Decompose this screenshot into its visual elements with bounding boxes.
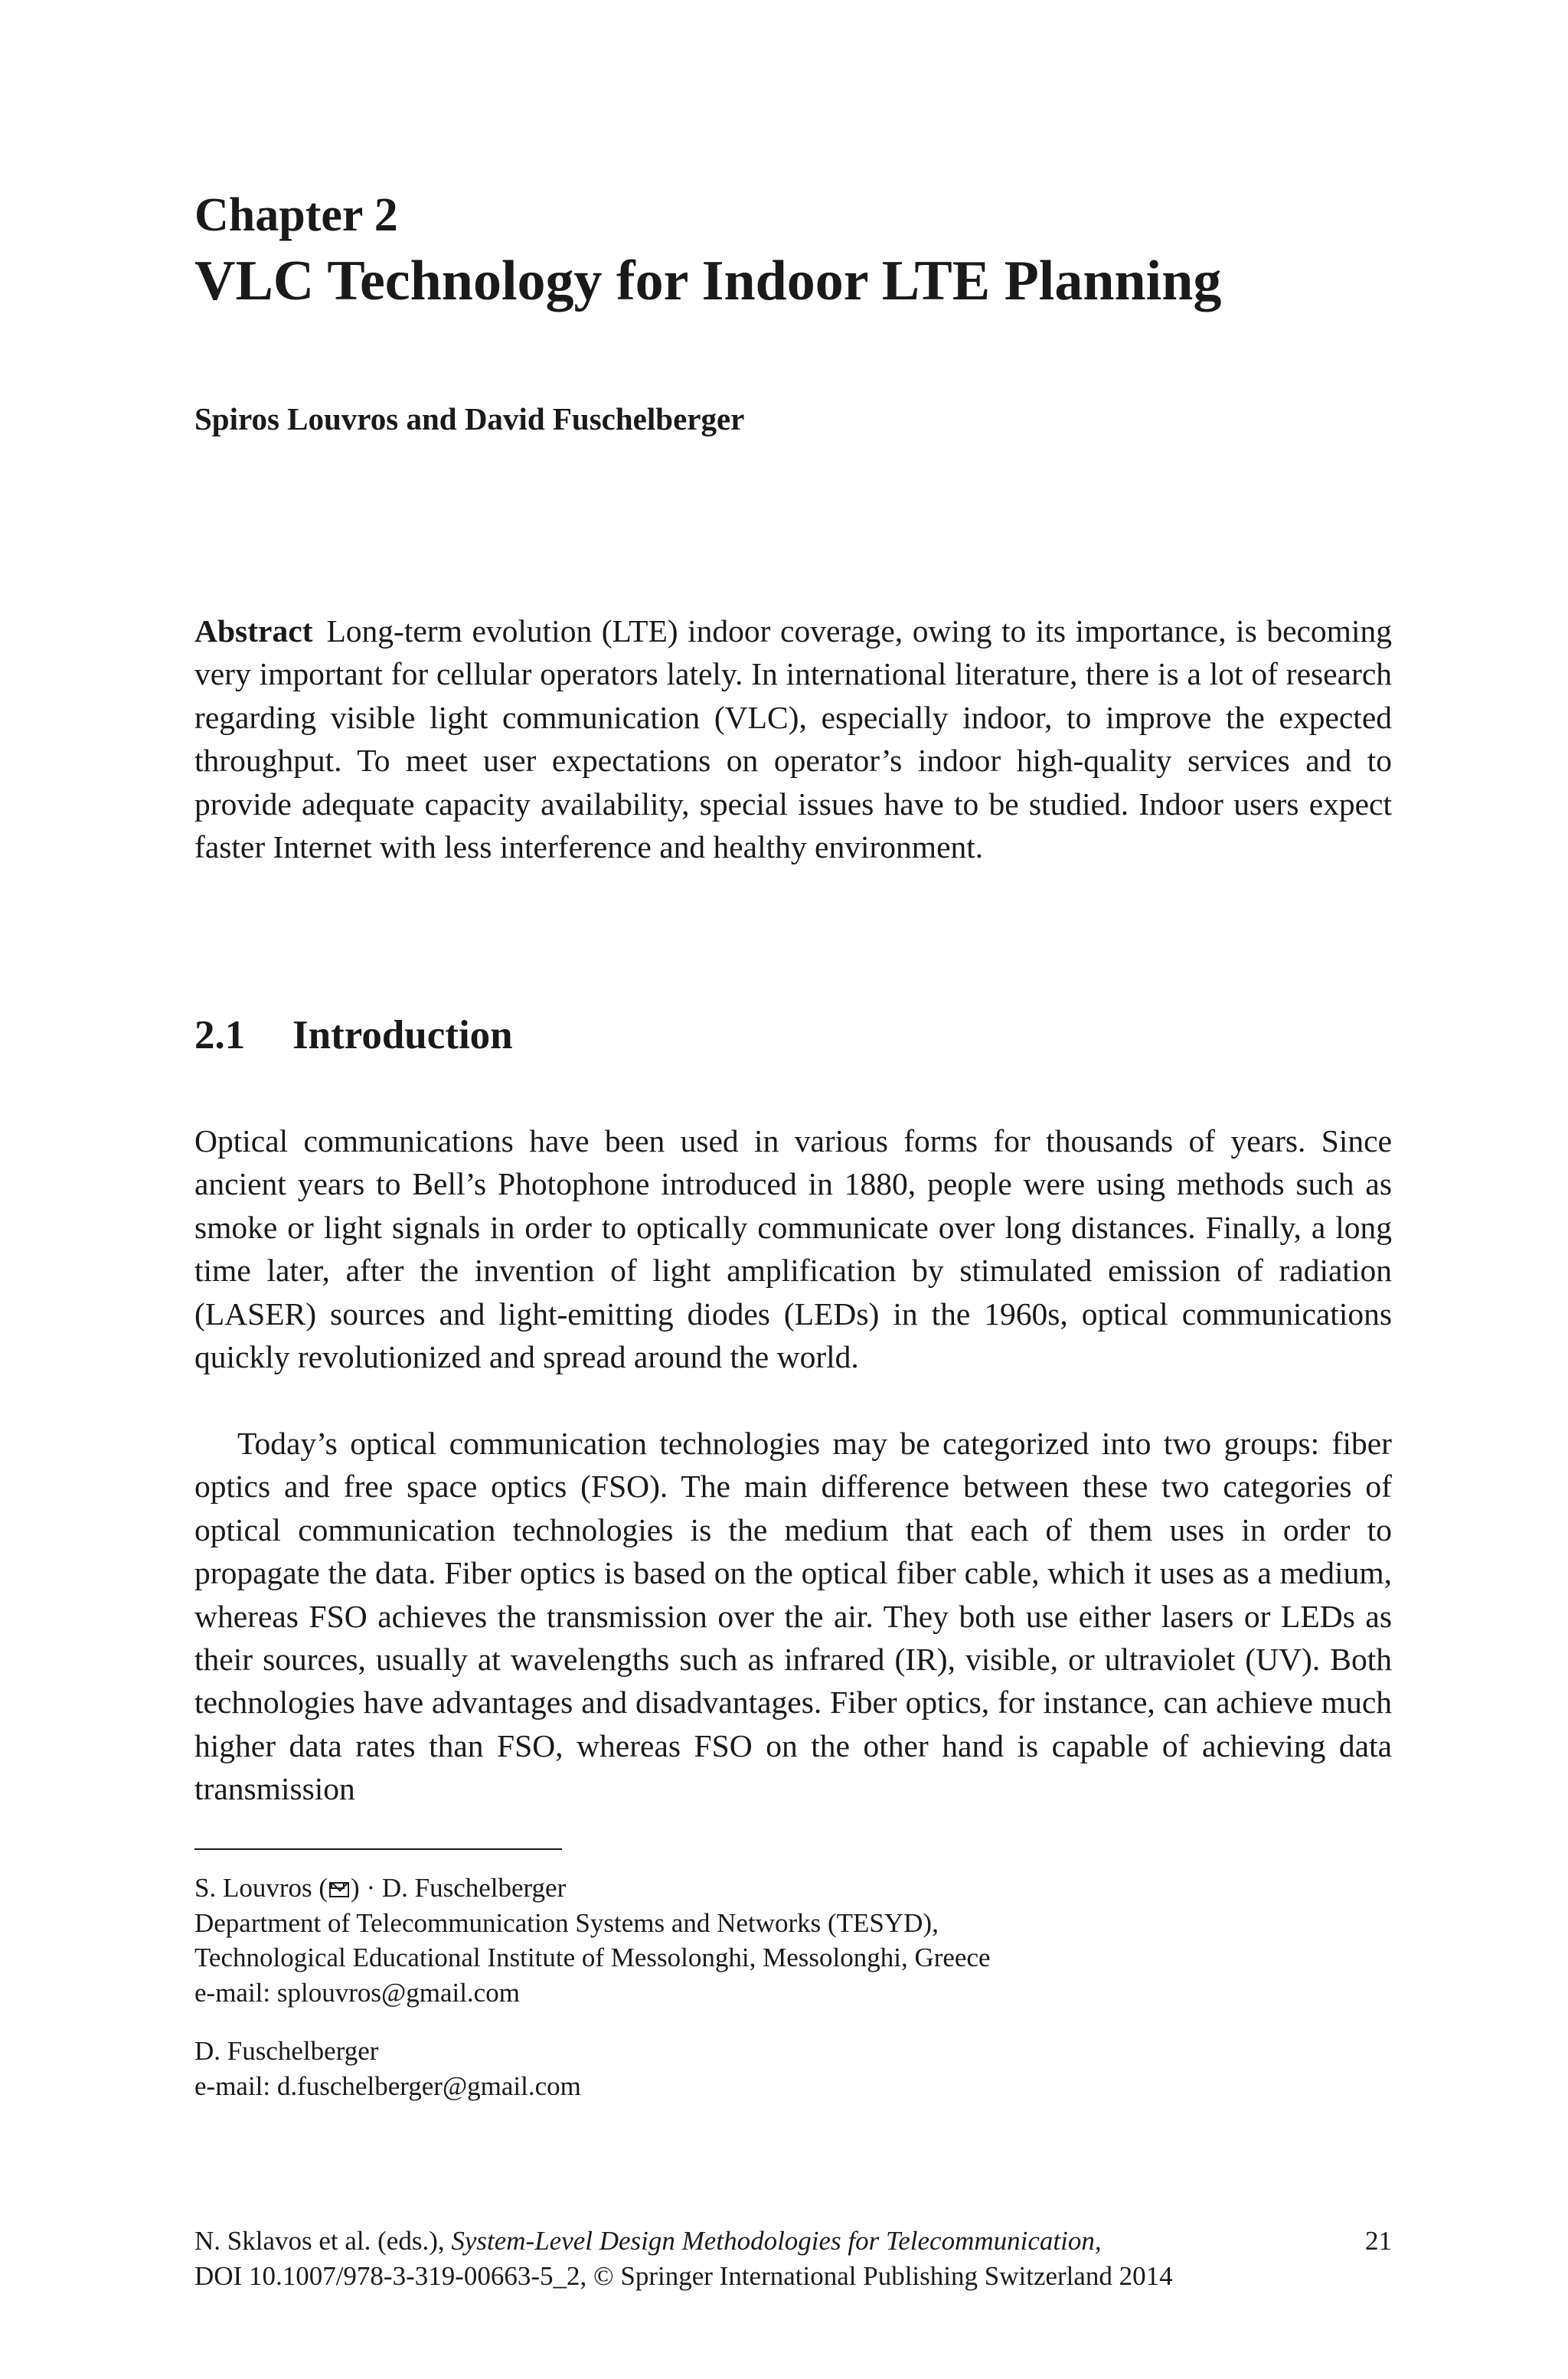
citation-line-1 xyxy=(194,2224,1392,2259)
footnote-author-line: S. Louvros ( ) · D. Fuschelberger xyxy=(194,1873,567,1903)
footnote-divider xyxy=(194,1848,562,1850)
page-number: 21 xyxy=(1365,2226,1392,2256)
abstract-text: Long-term evolution (LTE) indoor coverage, owing to its importance, is becoming very important for cellular operators lately. In international literature, there is a lot of research regarding visible light communication (VLC), especially indoor, to improve the expected throughput. To meet user expectations on operator’s indoor high-quality services and to provide adequate capacity availability, special issues have to be studied. Indoor users expect faster Internet with less interference and healthy environment. xyxy=(194,613,1392,865)
footnote-department: Department of Telecommunication Systems and Networks (TESYD), xyxy=(194,1907,939,1938)
citation-doi: DOI 10.1007/978-3-319-00663-5_2, © Springer International Publishing Switzerland 2014 xyxy=(194,2260,1173,2291)
body-paragraph: Optical communications have been used in various forms for thousands of years. Since ancient years to Bell’s Photophone introduced in 1880, people were using methods such as smoke or light signals in order to optically communicate over long distances. Finally, a long time later, after the invention of light amplification by stimulated emission of radiation (LASER) sources and light-emitting diodes (LEDs) in the 1960s, optical communications quickly revolutionized and spread around the world. xyxy=(194,1123,1392,1375)
section-title: Introduction xyxy=(292,1013,513,1057)
section-number: 2.1 xyxy=(194,1013,246,1057)
footnote-author-separator: · D. Fuschelberger xyxy=(366,1873,567,1903)
chapter-label: Chapter 2 xyxy=(194,189,398,241)
book-citation xyxy=(194,2224,1392,2293)
abstract-label: Abstract xyxy=(194,613,313,649)
footnote-author1: S. Louvros xyxy=(194,1873,312,1903)
section-heading xyxy=(194,1015,513,1056)
footnote-institute: Technological Educational Institute of Messolonghi, Messolonghi, Greece xyxy=(194,1943,991,1972)
body-paragraph: Today’s optical communication technologies may be categorized into two groups: fiber optics and free space optics (FSO). The main difference between these two categories of optical communication technologies is the medium that each of them uses in order to propagate the data. Fiber optics is based on the optical fiber cable, which it uses as a medium, whereas FSO achieves the transmission over the air. They both use either lasers or LEDs as their sources, usually at wavelengths such as infrared (IR), visible, or ultraviolet (UV). Both technologies have advantages and disadvantages. Fiber optics, for instance, can achieve much higher data rates than FSO, whereas FSO on the other hand is capable of achieving data transmission xyxy=(194,1426,1392,1807)
footnote-email2: e-mail: d.fuschelberger@gmail.com xyxy=(194,2070,581,2101)
citation-editors: N. Sklavos et al. (eds.), xyxy=(194,2226,445,2256)
footnote-email1: e-mail: splouvros@gmail.com xyxy=(194,1977,520,2008)
chapter-authors: Spiros Louvros and David Fuschelberger xyxy=(194,401,745,436)
envelope-icon xyxy=(329,1882,349,1897)
paper-page xyxy=(194,0,1392,2379)
footnote-author2: D. Fuschelberger xyxy=(194,2036,379,2066)
chapter-title: VLC Technology for Indoor LTE Planning xyxy=(194,250,1222,312)
abstract xyxy=(194,609,1392,868)
footnote-second-author xyxy=(194,2034,581,2103)
citation-book-title: System-Level Design Methodologies for Telecommunication, xyxy=(451,2226,1102,2256)
footnote-affiliation xyxy=(194,1871,991,2010)
